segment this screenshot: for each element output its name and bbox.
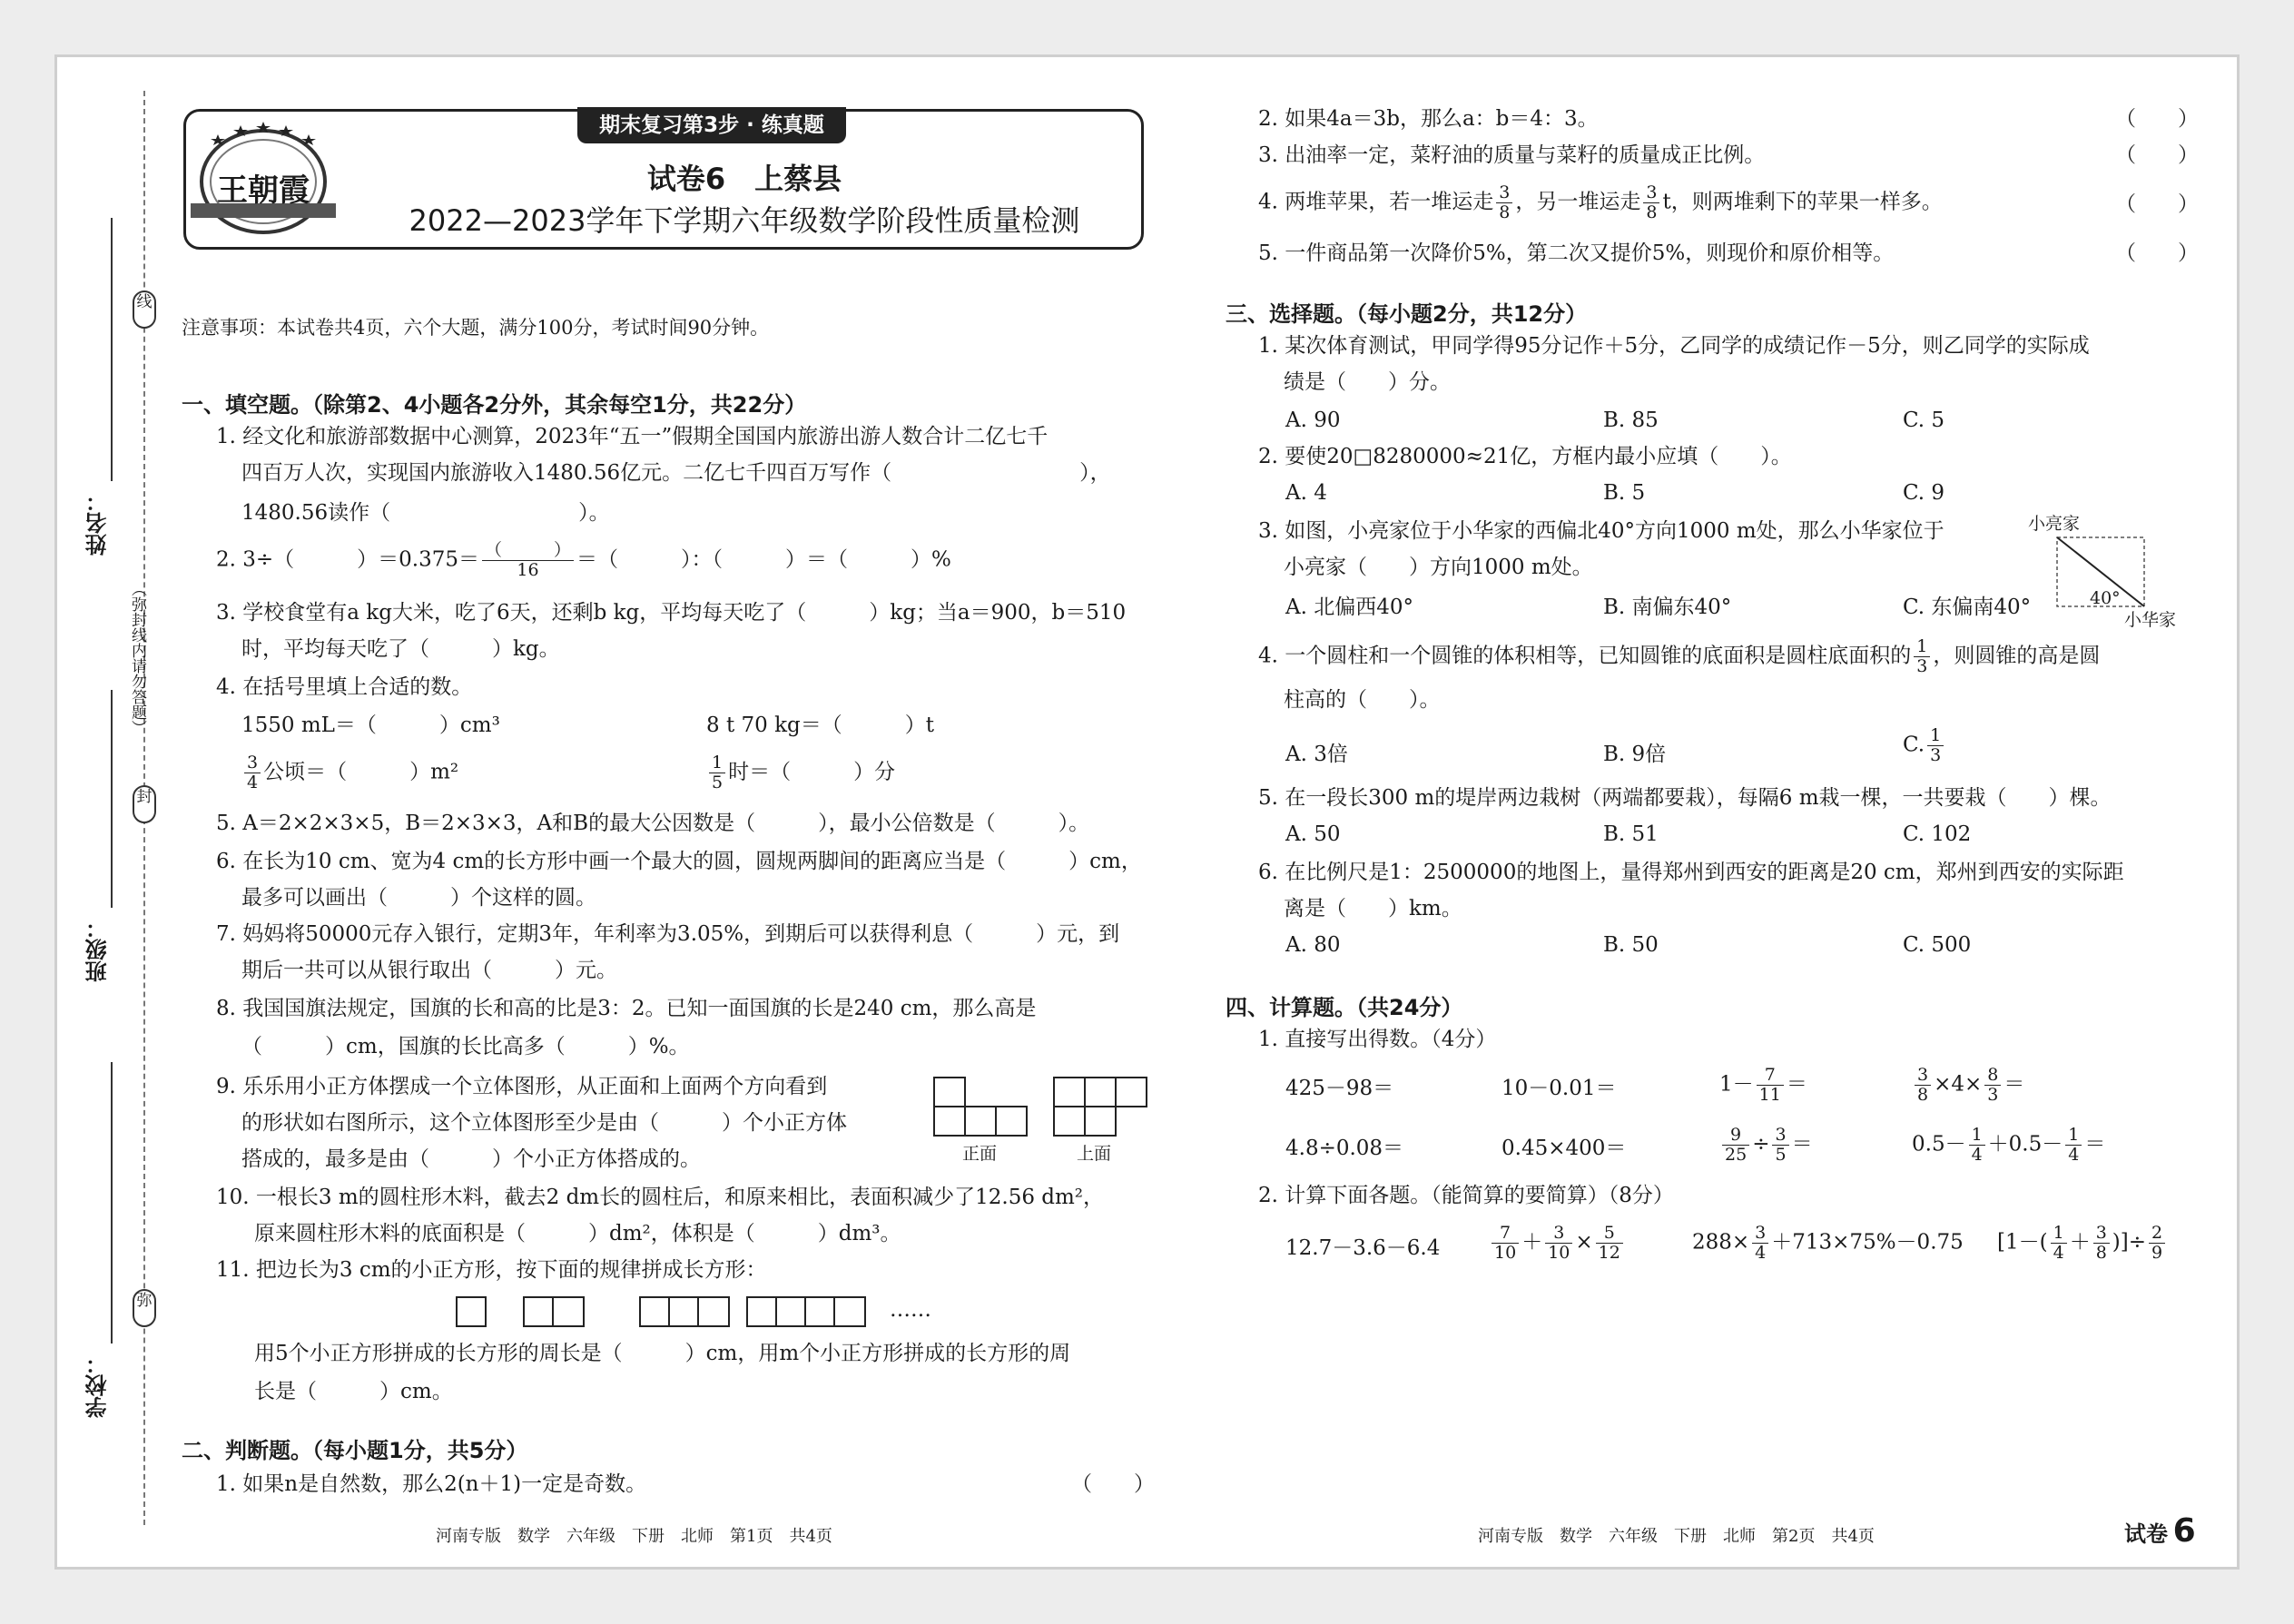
expr-4-den3: 9: [2151, 1243, 2163, 1263]
pattern-4-squares: [746, 1296, 866, 1327]
cell: [1085, 1078, 1116, 1107]
q2-2-answer[interactable]: （ ）: [2115, 107, 2199, 131]
q3-4-frac: [1914, 637, 1930, 676]
calc-8-num1: 1: [1969, 1126, 1985, 1146]
expr-4-den1: 4: [2053, 1243, 2064, 1263]
q2-4-answer[interactable]: （ ）: [2115, 192, 2199, 216]
q3-1-option-c[interactable]: C. 5: [1903, 408, 1945, 432]
q1-4-c-num: 3: [244, 753, 261, 773]
q1-2: [216, 541, 951, 580]
calc-2: 10－0.01＝: [1501, 1077, 1617, 1100]
pattern-3-squares: [639, 1296, 730, 1327]
calc-3: [1719, 1066, 1807, 1105]
q1-8-line2: （ ）cm，国旗的长比高多（ ）%。: [241, 1035, 690, 1058]
q3-3-line1: 3. 如图，小亮家位于小华家的西偏北40°方向1000 m处，那么小华家位于: [1258, 519, 1944, 543]
calc-4-b: ×4×: [1934, 1072, 1983, 1097]
q3-4-line1: [1258, 637, 2100, 676]
q1-4-c-den: 4: [247, 773, 259, 792]
calc-4-num1: 3: [1915, 1066, 1931, 1086]
q3-3-line2: 小亮家（ ）方向1000 m处。: [1284, 556, 1593, 579]
top-view-figure: [1053, 1077, 1147, 1137]
q3-4-option-b[interactable]: B. 9倍: [1603, 743, 1667, 766]
cell: [1054, 1078, 1085, 1107]
q1-4: 4. 在括号里填上合适的数。: [216, 675, 473, 699]
q1-5: 5. A＝2×2×3×5，B＝2×3×3，A和B的最大公因数是（ ），最小公倍数是（ ）。: [216, 812, 1090, 835]
expr-4-frac1: [2051, 1224, 2067, 1263]
q1-6-line1: 6. 在长为10 cm、宽为4 cm的长方形中画一个最大的圆，圆规两脚间的距离应当是（ ）cm，: [216, 850, 1142, 873]
q3-6-option-c[interactable]: C. 500: [1903, 933, 1972, 957]
q3-4-option-a[interactable]: A. 3倍: [1285, 743, 1348, 766]
q1-2-frac-num: （ ）: [482, 541, 574, 561]
notice: 注意事项：本试卷共4页，六个大题，满分100分，考试时间90分钟。: [182, 317, 770, 339]
q1-4-d-num: 1: [709, 753, 725, 773]
calc-8-frac1: [1969, 1126, 1985, 1165]
cell-empty: [1116, 1107, 1147, 1136]
q3-6-option-b[interactable]: B. 50: [1603, 933, 1659, 957]
expr-4-num1: 1: [2051, 1224, 2067, 1244]
calc-8-den2: 4: [2068, 1145, 2080, 1165]
expr-4-frac2: [2093, 1224, 2110, 1263]
calc-8-den1: 4: [1971, 1145, 1983, 1165]
q1-4-d-frac: [709, 753, 725, 792]
front-view-figure: [933, 1077, 1028, 1137]
q1-7-line2: 期后一共可以从银行取出（ ）元。: [241, 959, 617, 982]
q2-4-frac2-num: 3: [1643, 183, 1659, 203]
q1-4-d-text: 时＝（ ）分: [728, 760, 896, 784]
school-label: 学校：: [85, 1353, 111, 1418]
q1-4-b: 8 t 70 kg＝（ ）t: [706, 714, 934, 737]
calc-8: [1912, 1126, 2105, 1165]
diagram-label-xiaohua: 小华家: [2124, 610, 2177, 630]
expr-2-b: ＋: [1521, 1230, 1543, 1255]
q2-1: 1. 如果n是自然数，那么2(n＋1)一定是奇数。: [216, 1472, 647, 1496]
q1-6-line2: 最多可以画出（ ）个这样的圆。: [241, 886, 596, 910]
calc-8-c: ＋0.5－: [1987, 1132, 2063, 1156]
class-label: 班级：: [85, 917, 111, 982]
q3-4-a: 4. 一个圆柱和一个圆锥的体积相等，已知圆锥的底面积是圆柱底面积的: [1258, 644, 1912, 668]
calc-7-frac2: [1772, 1126, 1788, 1165]
diagram-angle: 40°: [2090, 588, 2121, 608]
q3-3-option-b[interactable]: B. 南偏东40°: [1603, 595, 1732, 619]
q1-11-line1: 11. 把边长为3 cm的小正方形，按下面的规律拼成长方形：: [216, 1258, 767, 1282]
calc-7-den2: 5: [1775, 1145, 1787, 1165]
calc-6: 0.45×400＝: [1501, 1137, 1627, 1160]
expr-4-c: ＋: [2069, 1230, 2091, 1255]
calc-7-den1: 25: [1725, 1145, 1748, 1165]
q2-4-b: ，另一堆运走: [1515, 190, 1641, 214]
q2-4-c: t，则两堆剩下的苹果一样多。: [1662, 190, 1943, 214]
footer-badge: [2124, 1512, 2196, 1550]
q1-7-line1: 7. 妈妈将50000元存入银行，定期3年，年利率为3.05%，到期后可以获得利息（ ）元，到: [216, 922, 1120, 946]
name-label: 姓名：: [85, 490, 111, 556]
q1-1-line2: 四百万人次，实现国内旅游收入1480.56亿元。二亿七千四百万写作（ ），: [241, 461, 1111, 485]
front-view-label: 正面: [962, 1144, 998, 1164]
q2-4-frac1-num: 3: [1496, 183, 1512, 203]
calc-3-b: ＝: [1786, 1072, 1807, 1097]
expr-3-den: 4: [1755, 1243, 1767, 1263]
expr-2-num3: 5: [1596, 1224, 1623, 1244]
q1-9-line1: 9. 乐乐用小正方体摆成一个立体图形，从正面和上面两个方向看到: [216, 1075, 828, 1098]
q1-2-a: 2. 3÷（ ）＝0.375＝: [216, 547, 480, 572]
q2-3: 3. 出油率一定，菜籽油的质量与菜籽的质量成正比例。: [1258, 143, 1766, 167]
binding-mark-mi: 弥: [133, 1289, 156, 1327]
q3-4-c-num: 1: [1927, 726, 1944, 746]
q3-3-option-a[interactable]: A. 北偏西40°: [1285, 595, 1413, 619]
section-2-title: 二、判断题。（每小题1分，共5分）: [182, 1438, 528, 1463]
expr-4-frac3: [2149, 1224, 2165, 1263]
q3-6-line1: 6. 在比例尺是1：2500000的地图上，量得郑州到西安的距离是20 cm，郑州到西安的实际距: [1258, 861, 2124, 884]
pattern-2-squares: [523, 1296, 585, 1327]
q1-4-d-den: 5: [712, 773, 724, 792]
expr-3-num: 3: [1752, 1224, 1768, 1244]
q1-9-line3: 搭成的，最多是由（ ）个小正方体搭成的。: [241, 1147, 701, 1171]
q3-5: 5. 在一段长300 m的堤岸两边栽树（两端都要栽），每隔6 m栽一棵，一共要栽（ ）棵。: [1258, 786, 2112, 810]
q2-3-answer[interactable]: （ ）: [2115, 143, 2199, 167]
expr-4: [1997, 1224, 2168, 1263]
expr-4-num3: 2: [2149, 1224, 2165, 1244]
calc-7-num2: 3: [1772, 1126, 1788, 1146]
q3-4-c-den: 3: [1930, 745, 1942, 765]
calc-7: [1719, 1126, 1813, 1165]
calc-8-frac2: [2065, 1126, 2082, 1165]
title-2: 2022—2023学年下学期六年级数学阶段性质量检测: [409, 203, 1080, 238]
q3-1-option-b[interactable]: B. 85: [1603, 408, 1659, 432]
q2-4-frac2-den: 8: [1646, 202, 1658, 222]
school-line[interactable]: [111, 1062, 113, 1343]
calc-4-frac2: [1984, 1066, 2001, 1105]
q1-4-c-text: 公顷＝（ ）m²: [263, 760, 459, 784]
q1-3-line1: 3. 学校食堂有a kg大米，吃了6天，还剩b kg，平均每天吃了（ ）kg；当a＝900，b＝510: [216, 601, 1127, 625]
q2-5: 5. 一件商品第一次降价5%，第二次又提价5%，则现价和原价相等。: [1258, 241, 1895, 265]
q1-2-fraction: [482, 541, 574, 580]
expr-3: [1692, 1224, 1964, 1263]
footer-badge-number: 6: [2172, 1512, 2196, 1550]
class-line[interactable]: [111, 690, 113, 908]
title-1: 试卷6 上蔡县: [646, 162, 842, 196]
calc-1: 425－98＝: [1285, 1077, 1394, 1100]
calc-7-d: ＝: [1791, 1132, 1813, 1156]
expr-2-den1: 10: [1494, 1243, 1517, 1263]
expr-3-a: 288×: [1692, 1230, 1750, 1255]
q1-1-line1: 1. 经文化和旅游部数据中心测算，2023年“五一”假期全国国内旅游出游人数合计二亿七千: [216, 425, 1049, 448]
q1-11-line2: 用5个小正方形拼成的长方形的周长是（ ）cm，用m个小正方形拼成的长方形的周: [254, 1342, 1071, 1365]
q1-2-b: ＝（ ）：（ ）＝（ ）%: [576, 547, 951, 572]
q2-4-frac2: [1643, 183, 1659, 222]
q4-1: 1. 直接写出得数。（4分）: [1258, 1028, 1497, 1051]
diagram-label-xiaoliang: 小亮家: [2028, 514, 2081, 534]
pattern-1-square: [456, 1296, 487, 1327]
binding-note: （弥封线内请勿答题）: [128, 581, 146, 735]
calc-8-num2: 1: [2065, 1126, 2082, 1146]
calc-8-a: 0.5－: [1912, 1132, 1966, 1156]
q3-1-line1: 1. 某次体育测试，甲同学得95分记作＋5分，乙同学的成绩记作－5分，则乙同学的实际成: [1258, 334, 2090, 358]
expr-2-frac2: [1545, 1224, 1572, 1263]
expr-4-num2: 3: [2093, 1224, 2110, 1244]
q3-5-option-a[interactable]: A. 50: [1285, 822, 1341, 846]
expr-2-num1: 7: [1492, 1224, 1519, 1244]
q2-4-frac1: [1496, 183, 1512, 222]
logo: [191, 116, 336, 239]
section-3-title: 三、选择题。（每小题2分，共12分）: [1226, 301, 1588, 327]
q3-2: 2. 要使20□8280000≈21亿，方框内最小应填（ ）。: [1258, 445, 1792, 468]
q3-2-option-b[interactable]: B. 5: [1603, 481, 1646, 505]
q3-4-a2: ，则圆锥的高是圆: [1933, 644, 2101, 668]
top-view-label: 上面: [1077, 1144, 1112, 1164]
cell: [934, 1078, 965, 1107]
expr-2-num2: 3: [1545, 1224, 1572, 1244]
q3-3-option-c[interactable]: C. 东偏南40°: [1903, 595, 2032, 619]
binding-mark-xian: 线: [133, 290, 156, 329]
calc-4-num2: 8: [1984, 1066, 2001, 1086]
cell: [965, 1107, 996, 1136]
q1-11-line3: 长是（ ）cm。: [254, 1380, 453, 1403]
expr-3-frac: [1752, 1224, 1768, 1263]
q1-10-line1: 10. 一根长3 m的圆柱形木料，截去2 dm长的圆柱后，和原来相比，表面积减少了12.56 dm²，: [216, 1186, 1105, 1209]
calc-5: 4.8÷0.08＝: [1285, 1137, 1404, 1160]
q3-4-option-c[interactable]: [1903, 726, 1946, 765]
calc-3-a: 1－: [1719, 1072, 1754, 1097]
q3-6-option-a[interactable]: A. 80: [1285, 933, 1341, 957]
pattern-dots: ……: [890, 1298, 931, 1322]
expr-2-frac3: [1596, 1224, 1623, 1263]
q1-8-line1: 8. 我国国旗法规定，国旗的长和高的比是3：2。已知一面国旗的长是240 cm，那么高是: [216, 997, 1037, 1020]
expr-2-d: ×: [1575, 1230, 1593, 1255]
q3-4-frac-num: 1: [1914, 637, 1930, 657]
q1-4-d: [706, 753, 895, 792]
q3-4-line2: 柱高的（ ）。: [1284, 688, 1441, 712]
cell: [1116, 1078, 1147, 1107]
q3-5-option-b[interactable]: B. 51: [1603, 822, 1659, 846]
calc-7-frac1: [1722, 1126, 1749, 1165]
q1-3-line2: 时，平均每天吃了（ ）kg。: [241, 637, 560, 661]
q2-5-answer[interactable]: （ ）: [2115, 241, 2199, 265]
cell-empty: [965, 1078, 996, 1107]
calc-4: [1912, 1066, 2024, 1105]
calc-7-b: ÷: [1752, 1132, 1770, 1156]
logo-text: 王朝霞: [217, 172, 310, 209]
q3-4-option-c-frac: [1927, 726, 1944, 765]
footer-left: 河南专版 数学 六年级 下册 北师 第1页 共4页: [436, 1527, 832, 1546]
q2-4-a: 4. 两堆苹果，若一堆运走: [1258, 190, 1494, 214]
cell-empty: [996, 1078, 1027, 1107]
expr-3-c: ＋713×75%－0.75: [1771, 1230, 1964, 1255]
q1-1-line3: 1480.56读作（ ）。: [241, 501, 610, 525]
expr-2-frac1: [1492, 1224, 1519, 1263]
expr-4-a: [1－(: [1997, 1230, 2048, 1255]
expr-2-den2: 10: [1548, 1243, 1570, 1263]
expr-4-den2: 8: [2095, 1243, 2107, 1263]
q1-4-a: 1550 mL＝（ ）cm³: [241, 714, 500, 737]
q1-9-line2: 的形状如右图所示，这个立体图形至少是由（ ）个小正方体: [241, 1111, 847, 1135]
cell: [934, 1107, 965, 1136]
q2-1-answer[interactable]: （ ）: [1071, 1472, 1155, 1496]
q3-1-line2: 绩是（ ）分。: [1284, 370, 1451, 394]
name-line[interactable]: [111, 218, 113, 481]
q3-6-line2: 离是（ ）km。: [1284, 897, 1462, 920]
q3-4-frac-den: 3: [1916, 656, 1928, 676]
expr-2-den3: 12: [1598, 1243, 1620, 1263]
q1-2-frac-den: 16: [517, 560, 539, 580]
q2-4-frac1-den: 8: [1499, 202, 1511, 222]
q3-4-option-c-label: C.: [1903, 733, 1925, 757]
expr-1: 12.7－3.6－6.4: [1285, 1236, 1441, 1260]
cell: [1085, 1107, 1116, 1136]
footer-right: 河南专版 数学 六年级 下册 北师 第2页 共4页: [1478, 1527, 1875, 1546]
banner: 期末复习第3步 · 练真题: [577, 107, 846, 143]
q3-5-option-c[interactable]: C. 102: [1903, 822, 1972, 846]
calc-4-frac1: [1915, 1066, 1931, 1105]
q1-4-c-frac: [244, 753, 261, 792]
q4-2: 2. 计算下面各题。（能简算的要简算）（8分）: [1258, 1184, 1674, 1207]
q2-4: [1258, 183, 1943, 222]
cell: [996, 1107, 1027, 1136]
section-4-title: 四、计算题。（共24分）: [1226, 995, 1463, 1020]
footer-badge-label: 试卷: [2124, 1521, 2168, 1547]
expr-4-e: )]÷: [2112, 1230, 2146, 1255]
q1-10-line2: 原来圆柱形木料的底面积是（ ）dm²，体积是（ ）dm³。: [254, 1222, 901, 1245]
expr-2: [1489, 1224, 1626, 1263]
calc-7-num1: 9: [1722, 1126, 1749, 1146]
q1-4-c: [241, 753, 458, 792]
calc-8-e: ＝: [2084, 1132, 2106, 1156]
section-1-title: 一、填空题。（除第2、4小题各2分外，其余每空1分，共22分）: [182, 392, 807, 418]
calc-4-d: ＝: [2004, 1072, 2025, 1097]
calc-3-frac: [1757, 1066, 1784, 1105]
binding-mark-feng: 封: [133, 785, 156, 823]
q2-2: 2. 如果4a＝3b，那么a：b＝4：3。: [1258, 107, 1599, 131]
calc-3-num: 7: [1757, 1066, 1784, 1086]
q3-1-option-a[interactable]: A. 90: [1285, 408, 1341, 432]
q3-2-option-a[interactable]: A. 4: [1285, 481, 1327, 505]
calc-3-den: 11: [1758, 1085, 1781, 1105]
calc-4-den1: 8: [1917, 1085, 1929, 1105]
q3-2-option-c[interactable]: C. 9: [1903, 481, 1945, 505]
cell: [1054, 1107, 1085, 1136]
calc-4-den2: 3: [1987, 1085, 1999, 1105]
